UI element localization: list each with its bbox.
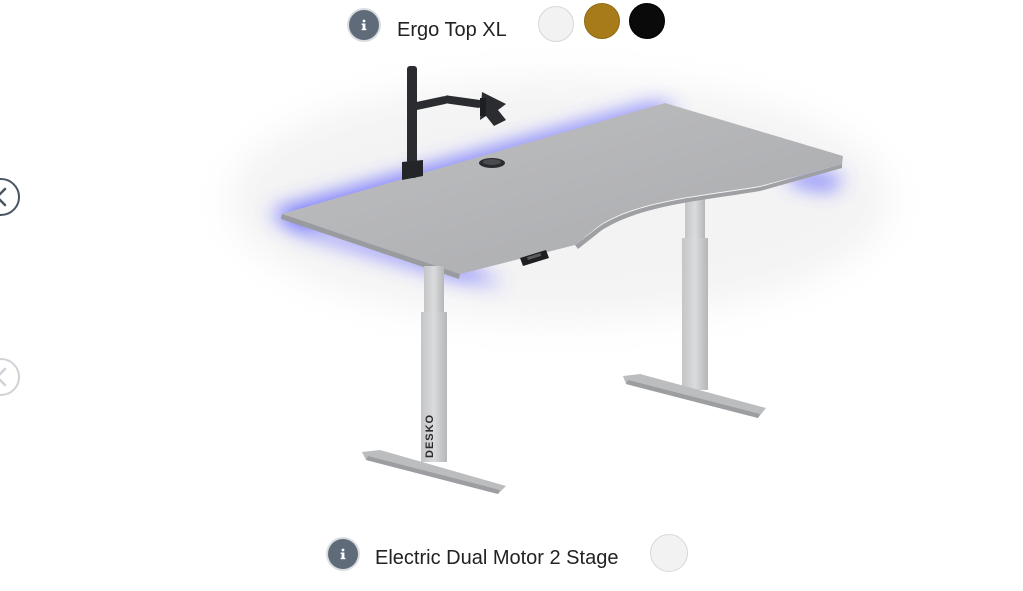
base-option-name: Electric Dual Motor 2 Stage [375, 547, 619, 569]
swatch-top-white[interactable] [538, 6, 574, 42]
info-glyph-icon [357, 18, 371, 32]
swatch-top-black[interactable] [629, 3, 665, 39]
top-option-name: Ergo Top XL [397, 19, 507, 41]
top-info-icon[interactable] [349, 10, 379, 40]
desk-brand-print: DESKO [424, 413, 436, 458]
base-info-icon[interactable] [328, 539, 358, 569]
prev-base-arrow[interactable] [0, 358, 20, 396]
swatch-top-bamboo[interactable] [584, 3, 620, 39]
chevron-left-icon [0, 180, 18, 214]
swatch-base-white[interactable] [650, 534, 688, 572]
info-glyph-icon [336, 547, 350, 561]
prev-top-arrow[interactable] [0, 178, 20, 216]
chevron-left-icon [0, 360, 18, 394]
